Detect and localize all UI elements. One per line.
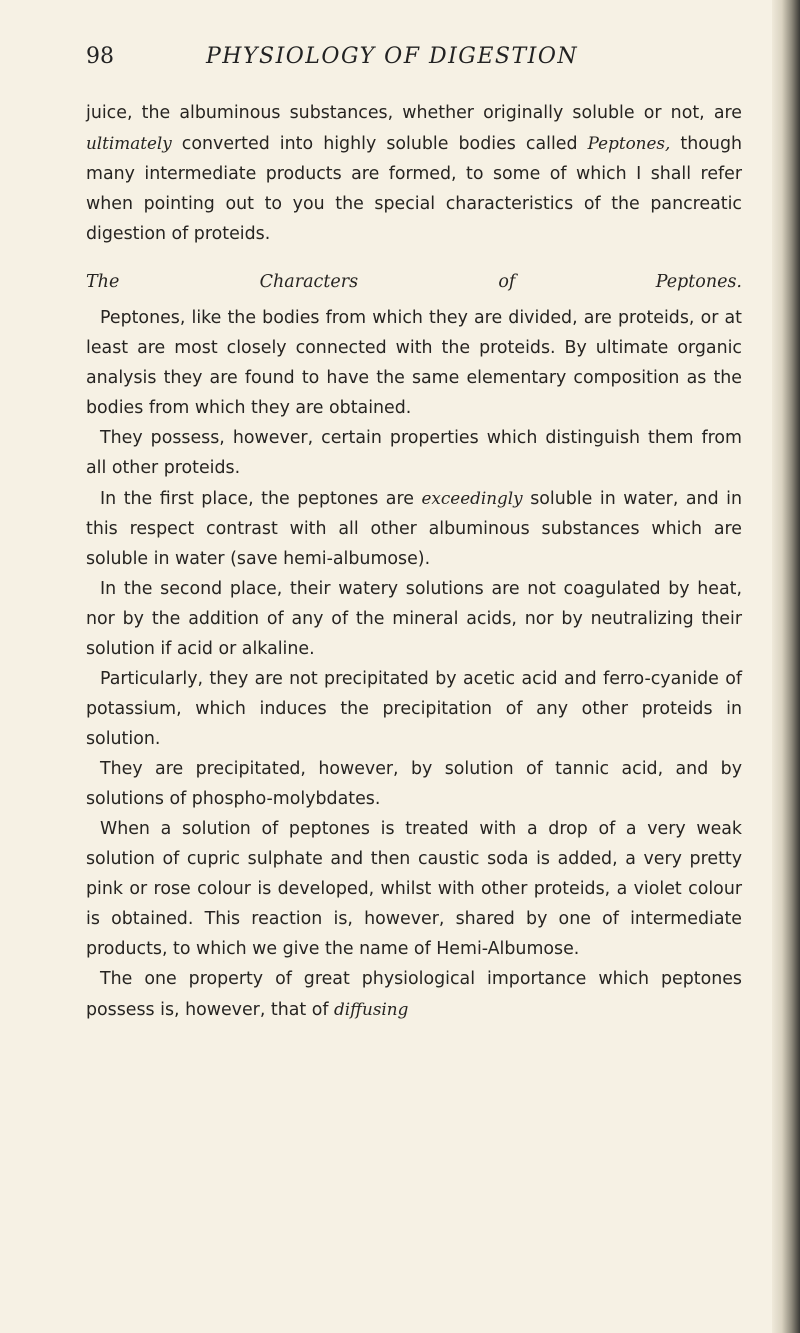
binding-edge-shadow [772,0,800,1333]
running-title: PHYSIOLOGY OF DIGESTION [206,44,579,69]
page-header [86,44,746,84]
paragraph-6: Particularly, they are not precipitated by acetic acid and ferro-cyanide of potassium, which induces the precipitation of any other proteids in solution. [86,669,742,749]
page-number: 98 [86,44,114,69]
paragraph-1: juice, the albuminous substances, whether originally soluble or not, are ultimately converted into highly soluble bodies called Peptones, though many intermediate products are formed, to some of which I shall refer when pointing out to you the special characteristics of the pancreatic digestion of proteids. [86,103,742,244]
body-text [86,98,742,1025]
paragraph-8: When a solution of peptones is treated with a drop of a very weak solution of cupric sulphate and then caustic soda is added, a very pretty pink or rose colour is developed, whilst with other proteids, a violet colour is obtained. This reaction is, however, shared by one of intermediate products, to which we give the name of Hemi-Albumose. [86,819,742,959]
paragraph-9: The one property of great physiological importance which peptones possess is, however, that of diffusing [86,969,742,1020]
paragraph-3: They possess, however, certain properties which distinguish them from all other proteids. [86,428,742,478]
paragraph-7: They are precipitated, however, by solution of tannic acid, and by solutions of phospho-molybdates. [86,759,742,809]
paragraph-2: Peptones, like the bodies from which they are divided, are proteids, or at least are most closely connected with the proteids. By ultimate organic analysis they are found to have the same elementary composition as the bodies from which they are obtained. [86,308,742,418]
paragraph-5: In the second place, their watery solutions are not coagulated by heat, nor by the addition of any of the mineral acids, nor by neutralizing their solution if acid or alkaline. [86,579,742,659]
section-heading: The Characters of Peptones. [86,272,742,292]
paragraph-4: In the first place, the peptones are exceedingly soluble in water, and in this respect contrast with all other albuminous substances which are soluble in water (save hemi-albumose). [86,488,742,569]
